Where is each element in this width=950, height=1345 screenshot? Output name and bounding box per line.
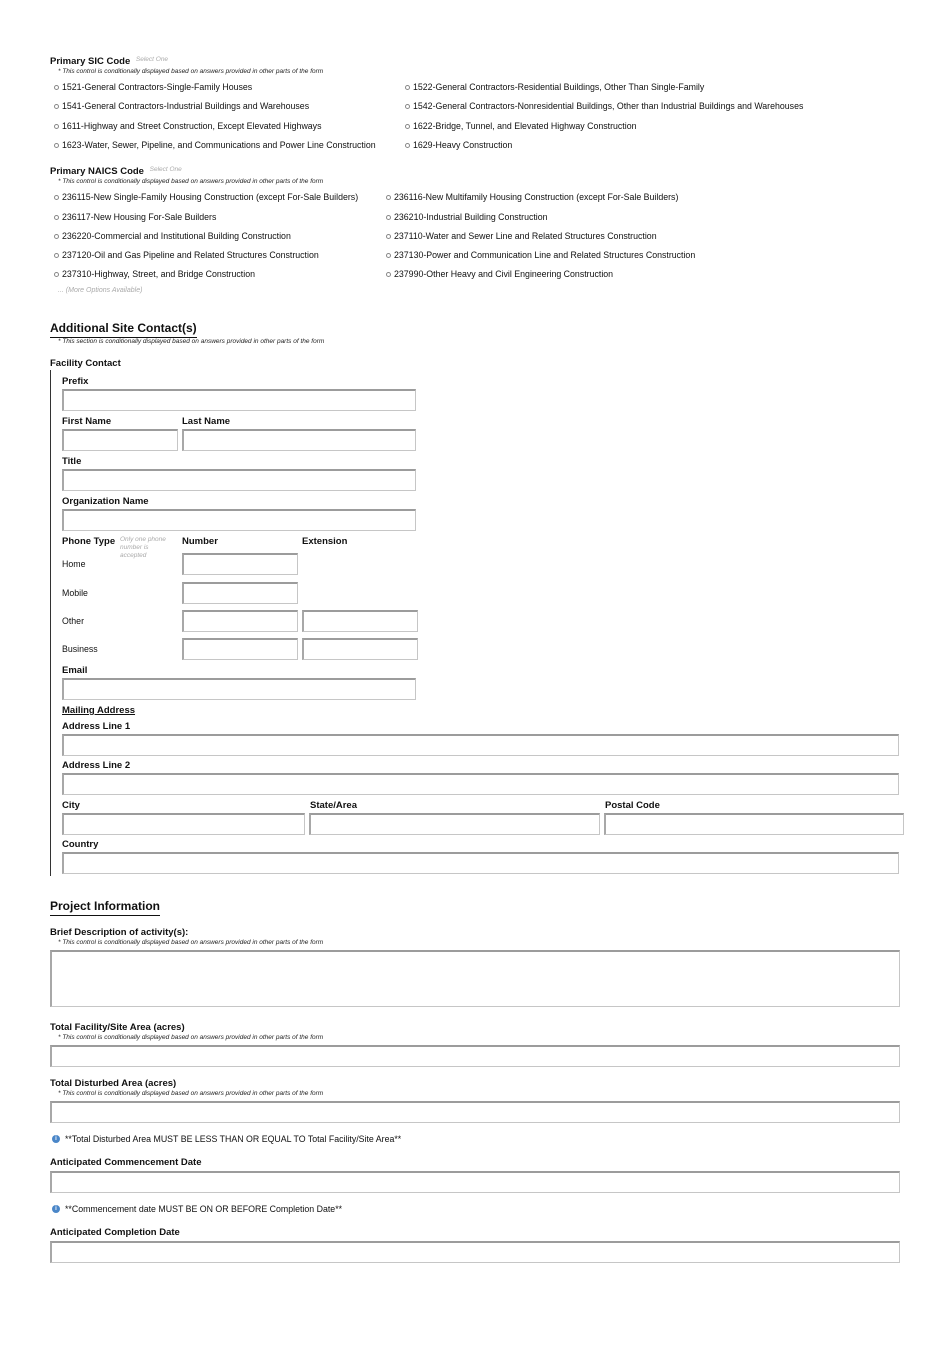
radio-icon[interactable] <box>386 234 391 239</box>
naics-option[interactable]: 236210-Industrial Building Construction <box>386 212 548 222</box>
other-extension-input[interactable] <box>302 610 418 632</box>
naics-more-options: ... (More Options Available) <box>58 287 143 294</box>
first-name-label: First Name <box>62 416 112 427</box>
postal-code-label: Postal Code <box>605 800 660 811</box>
disturbed-area-rule: i **Total Disturbed Area MUST BE LESS THAN OR EQUAL TO Total Facility/Site Area** <box>52 1134 401 1144</box>
facility-contact-border <box>50 370 51 876</box>
extension-label: Extension <box>302 536 348 547</box>
naics-hint: Select One <box>149 166 182 173</box>
title-input[interactable] <box>62 469 416 491</box>
commencement-date-rule: i **Commencement date MUST BE ON OR BEFORE Completion Date** <box>52 1204 342 1214</box>
total-area-input[interactable] <box>50 1045 900 1067</box>
radio-icon[interactable] <box>54 195 59 200</box>
disturbed-area-label: Total Disturbed Area (acres) <box>50 1078 177 1089</box>
total-area-label: Total Facility/Site Area (acres) <box>50 1022 185 1033</box>
naics-option[interactable]: 236117-New Housing For-Sale Builders <box>54 212 216 222</box>
state-label: State/Area <box>310 800 357 811</box>
mailing-address-heading: Mailing Address <box>62 705 136 716</box>
radio-icon[interactable] <box>386 215 391 220</box>
state-input[interactable] <box>309 813 600 835</box>
home-number-input[interactable] <box>182 553 298 575</box>
address-line2-input[interactable] <box>62 773 899 795</box>
disturbed-area-note: * This control is conditionally displayed based on answers provided in other parts of the form <box>58 1090 324 1097</box>
naics-option[interactable]: 236116-New Multifamily Housing Construction (except For-Sale Builders) <box>386 192 678 202</box>
radio-icon[interactable] <box>405 143 410 148</box>
contacts-note: * This section is conditionally displayed based on answers provided in other parts of the form <box>58 338 325 345</box>
naics-option[interactable]: 236115-New Single-Family Housing Construction (except For-Sale Builders) <box>54 192 358 202</box>
commencement-date-input[interactable] <box>50 1171 900 1193</box>
brief-description-note: * This control is conditionally displayed based on answers provided in other parts of the form <box>58 939 324 946</box>
sic-option[interactable]: 1611-Highway and Street Construction, Except Elevated Highways <box>54 121 321 131</box>
completion-date-input[interactable] <box>50 1241 900 1263</box>
facility-contact-label: Facility Contact <box>50 358 121 369</box>
radio-icon[interactable] <box>405 124 410 129</box>
organization-name-input[interactable] <box>62 509 416 531</box>
radio-icon[interactable] <box>386 253 391 258</box>
naics-option[interactable]: 237120-Oil and Gas Pipeline and Related Structures Construction <box>54 250 319 260</box>
contacts-section-title: Additional Site Contact(s) <box>50 321 197 338</box>
city-label: City <box>62 800 80 811</box>
naics-note: * This control is conditionally displayed based on answers provided in other parts of the form <box>58 178 324 185</box>
country-label: Country <box>62 839 99 850</box>
radio-icon[interactable] <box>54 85 59 90</box>
last-name-label: Last Name <box>182 416 231 427</box>
sic-hint: Select One <box>135 56 169 63</box>
radio-icon[interactable] <box>54 143 59 148</box>
naics-option[interactable]: 237990-Other Heavy and Civil Engineering Construction <box>386 269 613 279</box>
prefix-label: Prefix <box>62 376 89 387</box>
business-number-input[interactable] <box>182 638 298 660</box>
disturbed-area-input[interactable] <box>50 1101 900 1123</box>
radio-icon[interactable] <box>54 215 59 220</box>
sic-option[interactable]: 1521-General Contractors-Single-Family Houses <box>54 82 252 92</box>
sic-option[interactable]: 1623-Water, Sewer, Pipeline, and Communications and Power Line Construction <box>54 140 376 150</box>
last-name-input[interactable] <box>182 429 416 451</box>
phone-type-home: Home <box>62 559 86 569</box>
address-line1-input[interactable] <box>62 734 899 756</box>
radio-icon[interactable] <box>54 234 59 239</box>
radio-icon[interactable] <box>405 85 410 90</box>
number-label: Number <box>182 536 218 547</box>
postal-code-input[interactable] <box>604 813 904 835</box>
radio-icon[interactable] <box>54 253 59 258</box>
email-label: Email <box>62 665 88 676</box>
completion-date-label: Anticipated Completion Date <box>50 1227 180 1238</box>
first-name-input[interactable] <box>62 429 178 451</box>
radio-icon[interactable] <box>54 272 59 277</box>
title-label: Title <box>62 456 82 467</box>
brief-description-textarea[interactable] <box>50 950 900 1007</box>
naics-option[interactable]: 237310-Highway, Street, and Bridge Construction <box>54 269 255 279</box>
address-line2-label: Address Line 2 <box>62 760 131 771</box>
sic-option[interactable]: 1522-General Contractors-Residential Buildings, Other Than Single-Family <box>405 82 704 92</box>
naics-option[interactable]: 237130-Power and Communication Line and Related Structures Construction <box>386 250 695 260</box>
city-input[interactable] <box>62 813 305 835</box>
sic-option[interactable]: 1622-Bridge, Tunnel, and Elevated Highway Construction <box>405 121 636 131</box>
phone-type-other: Other <box>62 616 85 626</box>
naics-label: Primary NAICS Code $^{Select One}$ <box>50 166 182 177</box>
radio-icon[interactable] <box>405 104 410 109</box>
sic-option[interactable]: 1542-General Contractors-Nonresidential Buildings, Other than Industrial Buildings and Warehouses <box>405 101 803 111</box>
phone-type-label: Phone Type <box>62 536 116 547</box>
radio-icon[interactable] <box>54 124 59 129</box>
brief-description-label: Brief Description of activity(s): <box>50 927 189 938</box>
radio-icon[interactable] <box>54 104 59 109</box>
organization-name-label: Organization Name <box>62 496 149 507</box>
commencement-date-label: Anticipated Commencement Date <box>50 1157 202 1168</box>
naics-option[interactable]: 237110-Water and Sewer Line and Related Structures Construction <box>386 231 657 241</box>
other-number-input[interactable] <box>182 610 298 632</box>
phone-hint: Only one phone number is accepted <box>120 536 166 559</box>
info-icon: i <box>52 1135 60 1143</box>
country-input[interactable] <box>62 852 899 874</box>
sic-option[interactable]: 1629-Heavy Construction <box>405 140 512 150</box>
sic-label: Primary SIC Code $^{Select One}$ <box>50 56 169 67</box>
sic-note: * This control is conditionally displayed based on answers provided in other parts of the form <box>58 68 324 75</box>
total-area-note: * This control is conditionally displayed based on answers provided in other parts of the form <box>58 1034 324 1041</box>
sic-option[interactable]: 1541-General Contractors-Industrial Buildings and Warehouses <box>54 101 309 111</box>
phone-type-mobile: Mobile <box>62 588 88 598</box>
phone-type-business: Business <box>62 644 98 654</box>
business-extension-input[interactable] <box>302 638 418 660</box>
naics-option[interactable]: 236220-Commercial and Institutional Building Construction <box>54 231 291 241</box>
prefix-input[interactable] <box>62 389 416 411</box>
radio-icon[interactable] <box>386 195 391 200</box>
email-input[interactable] <box>62 678 416 700</box>
project-section-title: Project Information <box>50 899 160 916</box>
info-icon: i <box>52 1205 60 1213</box>
mobile-number-input[interactable] <box>182 582 298 604</box>
radio-icon[interactable] <box>386 272 391 277</box>
address-line1-label: Address Line 1 <box>62 721 131 732</box>
